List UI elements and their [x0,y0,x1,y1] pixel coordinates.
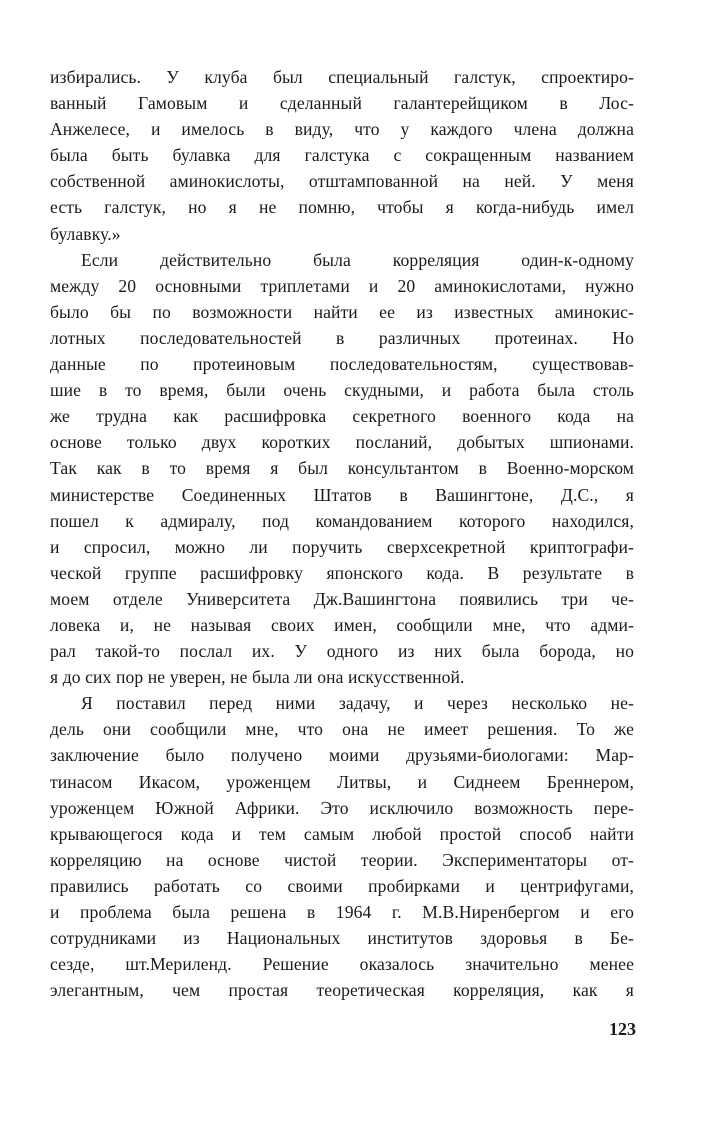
text-line: элегантным, чем простая теоретическая корреляция, как я [50,980,634,1001]
page-number: 123 [609,1019,636,1039]
text-line: данные по протеиновым последовательностям, существовав- [50,354,634,375]
text-line: сезде, шт.Мериленд. Решение оказалось значительно менее [50,954,634,975]
text-line: булавку.» [50,223,121,244]
text-line: лотных последовательностей в различных протеинах. Но [50,327,634,348]
text-line: крывающегося кода и тем самым любой простой способ найти [50,823,634,844]
text-line: между 20 основными триплетами и 20 аминокислотами, нужно [50,275,634,296]
text-line: же трудна как расшифровка секретного военного кода на [50,406,634,427]
text-line: была быть булавка для галстука с сокращенным названием [50,145,634,166]
text-line: избирались. У клуба был специальный галстук, спроектиро- [50,67,634,87]
text-line: и проблема была решена в 1964 г. М.В.Ниренбергом и его [50,902,634,922]
text-line: собственной аминокислоты, отштампованной на ней. У меня [50,171,634,192]
text-line: дель они сообщили мне, что она не имеет решения. То же [50,719,634,740]
text-line: уроженцем Южной Африки. Это исключило возможность пере- [50,797,634,818]
text-line: ческой группе расшифровку японского кода. В результате в [50,562,634,583]
text-line: я до сих пор не уверен, не была ли она искусственной. [50,667,465,688]
text-line: и спросил, можно ли поручить сверхсекретной криптографи- [50,536,634,557]
text-line: Анжелесе, и имелось в виду, что у каждого члена должна [50,119,634,140]
text-line: ловека и, не называя своих имен, сообщили мне, что адми- [50,614,634,635]
text-line: тинасом Икасом, уроженцем Литвы, и Сиднеем Бреннером, [50,771,634,792]
text-line: есть галстук, но я не помню, чтобы я когда-нибудь имел [50,197,634,218]
text-line: ванный Гамовым и сделанный галантерейщиком в Лос- [50,93,634,114]
text-line: Так как в то время я был консультантом в Военно-морском [50,458,634,479]
text-line: моем отделе Университета Дж.Вашингтона появились три че- [50,588,634,609]
paragraph-3 [50,690,634,1003]
text-line: заключение было получено моими друзьями-биологами: Мар- [50,745,634,766]
text-line: Я поставил перед ними задачу, и через несколько не- [81,693,634,714]
paragraph-2 [50,247,634,691]
text-line: Если действительно была корреляция один-к-одному [81,249,634,270]
text-line: министерстве Соединенных Штатов в Вашингтоне, Д.С., я [50,484,634,505]
text-line: основе только двух коротких посланий, добытых шпионами. [50,432,634,453]
text-line: пошел к адмиралу, под командованием которого находился, [50,510,634,531]
text-line: было бы по возможности найти ее из известных аминокис- [50,301,634,322]
text-line: шие в то время, были очень скудными, и работа была столь [50,380,634,401]
text-line: корреляцию на основе чистой теории. Экспериментаторы от- [50,849,634,870]
text-line: рал такой-то послал их. У одного из них была борода, но [50,641,634,662]
text-line: сотрудниками из Национальных институтов здоровья в Бе- [50,928,634,949]
page-text [50,64,634,1003]
paragraph-1 [50,64,634,247]
text-line: правились работать со своими пробирками и центрифугами, [50,875,634,896]
